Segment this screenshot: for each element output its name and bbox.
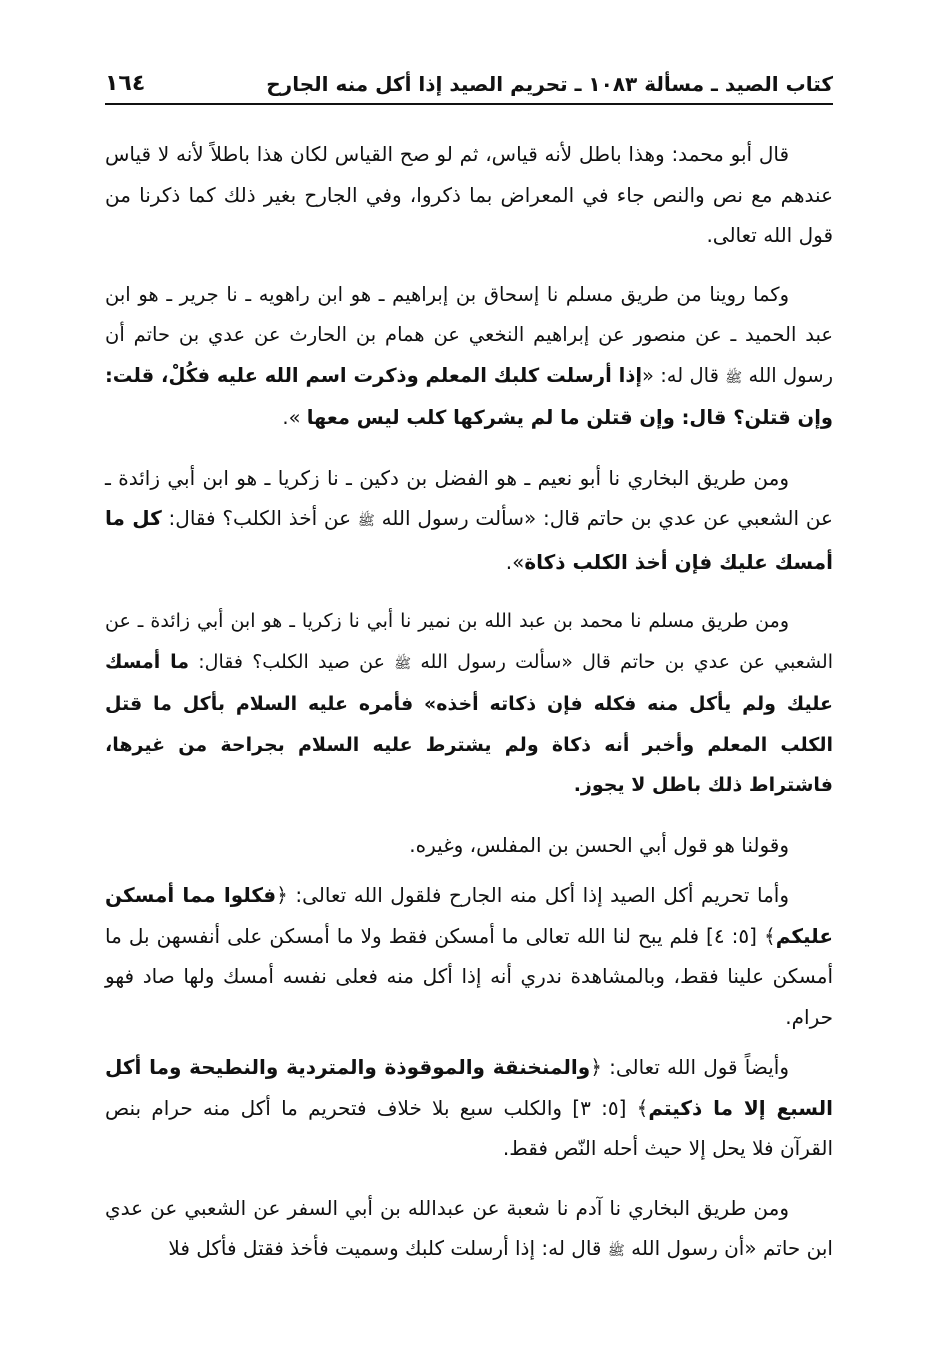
quran-verse: فكلوا مما أمسكن عليكم [105,883,833,948]
running-title: كتاب الصيد ـ مسألة ١٠٨٣ ـ تحريم الصيد إذا أكل منه الجارح [266,72,833,96]
paragraph-text: قال له: إذا أرسلت كلبك وسميت فأخذ فقتل فأكل فلا [168,1236,602,1260]
paragraph-text: عن أخذ الكلب؟ فقال: [168,506,352,530]
paragraph-7 [105,1047,833,1169]
salawat-symbol: ﷺ [607,1243,625,1259]
hadith-text: ما أمسك عليك ولم يأكل منه فكله فإن ذكاته أخذه» فأمره عليه السلام بأكل ما قتل الكلب المعلم وأخبر أنه ذكاة ولم يشترط عليه السلام بجراحة من غيرها، فاشتراط ذلك باطل لا يجوز. [105,650,833,796]
paragraph-6 [105,875,833,1037]
page-header [105,52,833,96]
paragraph-text: وقولنا هو قول أبي الحسن بن المفلس، وغيره. [409,832,789,857]
paragraph-text: عن صيد الكلب؟ فقال: [198,650,385,673]
paragraph-4 [105,601,833,806]
header-rule [105,103,833,105]
paragraph-text: ومن طريق البخاري نا آدم نا شعبة عن عبدالله بن أبي السفر عن الشعبي عن عدي ابن حاتم «أن رسول الله [105,1195,833,1260]
paragraph-text: ﴾ [٥: ٤] فلم يبح لنا الله تعالى ما أمسكن فقط ولا ما أمسكن على أنفسهن بل ما أمسكن علينا فقط، وبالمشاهدة ندري أنه إذا أكل منه فعلى نفسه أمسك ولها صاد فهو حرام. [105,923,833,1029]
paragraph-8 [105,1188,833,1272]
page-number: ١٦٤ [105,71,146,96]
paragraph-text: ». [282,406,301,429]
paragraph-text: وكما روينا من طريق مسلم نا إسحاق بن إبراهيم ـ هو ابن راهويه ـ نا جرير ـ هو ابن عبد الحميد ـ عن منصور عن إبراهيم النخعي عن همام بن الحارث عن عدي بن حاتم أن رسول الله [105,282,833,387]
paragraph-text: وأيضاً قول الله تعالى: ﴿ [590,1055,789,1079]
salawat-symbol: ﷺ [725,369,743,386]
paragraph-text: قال أبو محمد: وهذا باطل لأنه قياس، ثم لو صح القياس لكان هذا باطلاً لأنه لا قياس عندهم مع نص والنص جاء في المعراض بما ذكروا، وفي الجارح بغير ذلك كما ذكرنا من قول الله تعالى. [105,142,833,247]
quran-verse: والمنخنقة والموقوذة والمتردية والنطيحة وما أكل السبع إلا ما ذكيتم [105,1055,833,1120]
paragraph-text: قال له: « [642,363,719,387]
paragraph-text: وأما تحريم أكل الصيد إذا أكل منه الجارح فلقول الله تعالى: ﴿ [276,883,789,907]
paragraph-1 [105,134,833,256]
paragraph-3 [105,458,833,583]
salawat-symbol: ﷺ [357,513,375,529]
paragraph-2 [105,275,833,439]
hadith-text: كل ما أمسك عليك فإن أخذ الكلب ذكاة [105,506,833,574]
salawat-symbol: ﷺ [394,655,412,672]
hadith-text: إذا أرسلت كلبك المعلم وذكرت اسم الله عليه فكُلْ، قلت: وإن قتلن؟ قال: وإن قتلن ما لم يشركها كلب ليس معها [105,363,833,429]
paragraph-text: ومن طريق البخاري نا أبو نعيم ـ هو الفضل بن دكين ـ نا زكريا ـ هو ابن أبي زائدة ـ عن الشعبي عن عدي بن حاتم قال: «سألت رسول الله [105,465,833,530]
paragraph-5 [105,825,833,866]
paragraph-text: ﴾ [٥: ٣] والكلب سبع بلا خلاف فتحريم ما أكل منه حرام بنص القرآن فلا يحل إلا حيث أحله النّص فقط. [105,1095,833,1160]
page-body [105,134,833,1291]
paragraph-text: ومن طريق مسلم نا محمد بن عبد الله بن نمير نا أبي نا زكريا ـ هو ابن أبي زائدة ـ عن الشعبي عن عدي بن حاتم قال «سألت رسول الله [105,610,833,673]
paragraph-text: ». [505,549,525,574]
